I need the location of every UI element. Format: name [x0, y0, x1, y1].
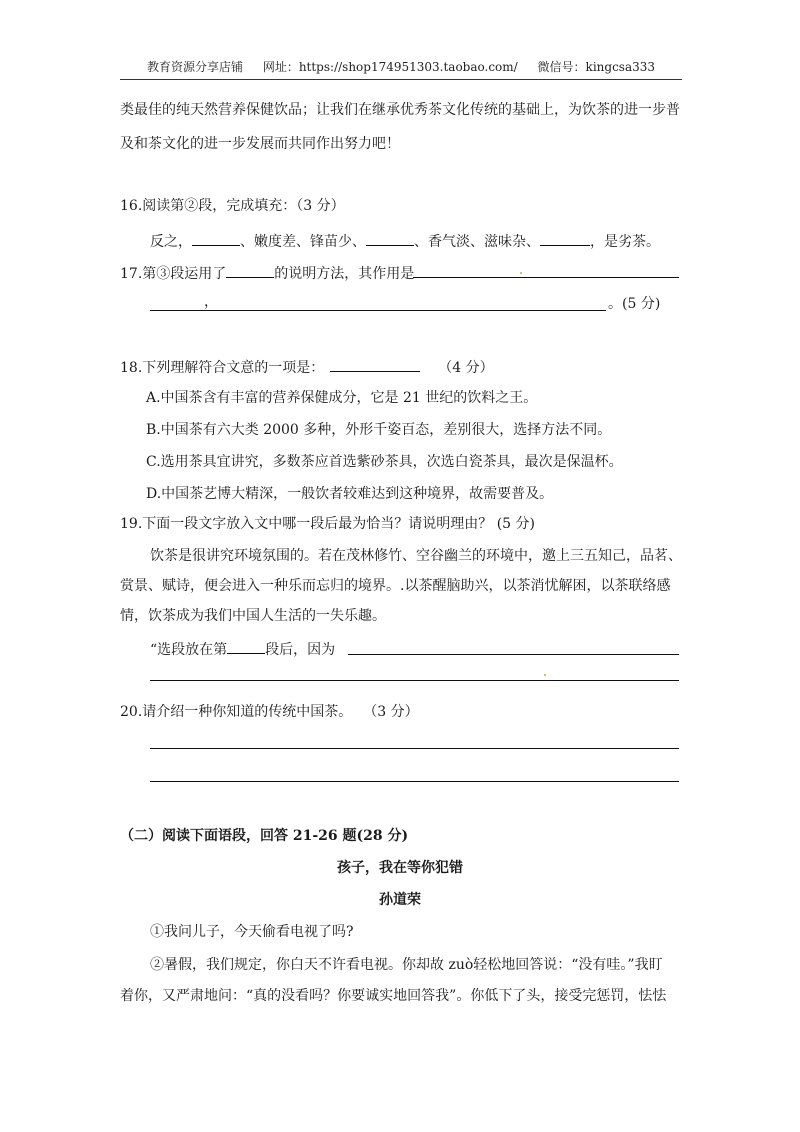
q19-passage-1: 饮茶是很讲究环境氛围的。若在茂林修竹、空谷幽兰的环境中，邀上三五知己，品茗、 [150, 548, 682, 564]
q19-passage-3: 情，饮茶成为我们中国人生活的一失乐趣。 [120, 608, 386, 624]
q16-part-2: 、嫩度差、锋苗少、 [240, 234, 366, 250]
q19-answer-rule-1[interactable] [348, 654, 679, 655]
header-shop: 教育资源分享店铺 [146, 60, 243, 74]
q17-part-2: 的说明方法，其作用是 [274, 266, 415, 282]
q16-blank-3[interactable] [540, 230, 590, 246]
q16-part-1: 反之， [150, 234, 192, 250]
article-para-2-line-2: 着你，又严肃地问：“真的没看吗？你要诚实地回答我”。你低下了头，接受完惩罚，怯怯 [120, 988, 667, 1004]
q18-stem: 18.下列理解符合文意的一项是： [120, 360, 325, 376]
page-header [120, 58, 682, 80]
q18-option-d: D.中国茶艺博大精深，一般饮者较难达到这种境界，故需要普及。 [146, 486, 554, 502]
q17-line [120, 262, 414, 284]
q16-blank-1[interactable] [192, 230, 240, 246]
q18-stem-line [120, 356, 494, 378]
q18-option-a: A.中国茶含有丰富的营养保健成分，它是 21 世纪的饮料之王。 [146, 390, 538, 406]
q16-blank-2[interactable] [366, 230, 414, 246]
q19-answer-part-1: “选段放在第 [150, 642, 228, 658]
speck [544, 674, 546, 676]
q17-answer-rule-1[interactable] [413, 277, 679, 278]
q20-answer-rule-1[interactable] [150, 748, 679, 749]
q20-stem: 20.请介绍一种你知道的传统中国茶。 [120, 704, 353, 720]
header-wechat: 微信号：kingcsa333 [537, 60, 656, 74]
q19-blank-paragraph[interactable] [227, 638, 265, 654]
article-para-2-line-1: ②暑假，我们规定，你白天不许看电视。你却故 zuò轻松地回答说：“没有哇。”我盯 [150, 957, 663, 973]
q19-stem: 19.下面一段文字放入文中哪一段后最为恰当？请说明理由？ (5 分) [120, 516, 535, 532]
q16-fill-line [150, 230, 660, 252]
q19-answer-part-2: 段后，因为 [265, 642, 336, 658]
article-author: 孙道荣 [379, 892, 421, 908]
q17-comma: ， [204, 294, 218, 310]
q18-score: （4 分） [438, 360, 494, 376]
article-title: 孩子，我在等你犯错 [337, 860, 463, 876]
q18-option-c: C.选用茶具宜讲究，多数茶应首选紫砂茶具，次选白瓷茶具，最次是保温杯。 [146, 454, 623, 470]
header-url: 网址：https://shop174951303.taobao.com/ [262, 60, 518, 74]
q20-stem-line [120, 702, 419, 722]
q17-part-1: 17.第③段运用了 [120, 266, 227, 282]
speck [520, 272, 522, 274]
q17-score: 。(5 分) [608, 296, 661, 312]
q17-answer-rule-2[interactable] [150, 310, 606, 311]
q18-option-b: B.中国茶有六大类 2000 多种，外形千姿百态，差别很大，选择方法不同。 [146, 422, 612, 438]
q16-stem: 16.阅读第②段，完成填充：（3 分） [120, 198, 345, 214]
section-2-heading: （二）阅读下面语段，回答 21-26 题(28 分) [120, 828, 409, 844]
q19-answer-line [150, 638, 335, 660]
article-para-1: ①我问儿子，今天偷看电视了吗? [150, 924, 354, 940]
intro-line-1: 类最佳的纯天然营养保健饮品；让我们在继承优秀茶文化传统的基础上，为饮茶的进一步普 [120, 102, 680, 118]
q16-part-3: 、香气淡、滋味杂、 [414, 234, 540, 250]
q17-blank-method[interactable] [226, 262, 274, 278]
intro-line-2: 及和茶文化的进一步发展而共同作出努力吧！ [120, 136, 400, 152]
q19-passage-2: 赏景、赋诗，便会进入一种乐而忘归的境界。.以茶醒脑助兴，以茶消忧解困，以茶联络感 [120, 578, 671, 594]
q20-answer-rule-2[interactable] [150, 781, 679, 782]
q20-score: （3 分） [370, 704, 419, 720]
q18-blank[interactable] [330, 356, 420, 372]
q19-answer-rule-2[interactable] [150, 680, 679, 681]
q16-part-4: ，是劣茶。 [590, 234, 660, 250]
